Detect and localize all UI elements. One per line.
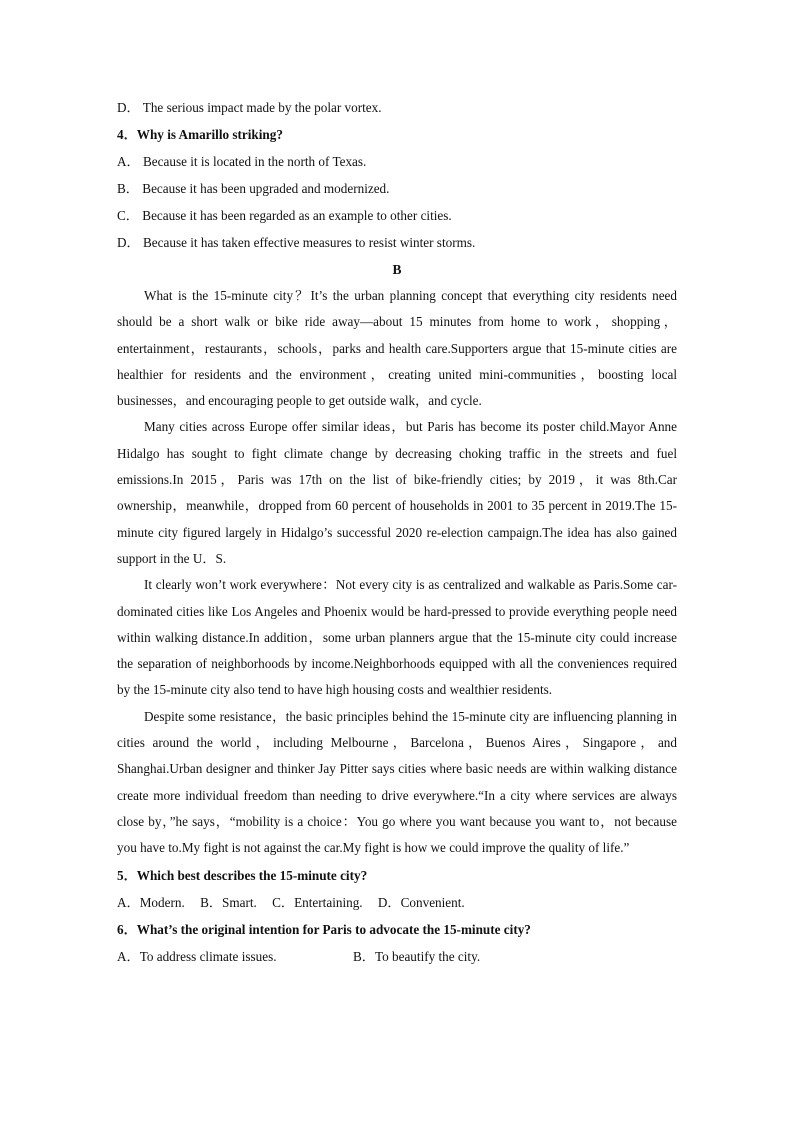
passage-paragraph-2: Many cities across Europe offer similar ideas，but Paris has become its poster child.Mayor Anne Hidalgo has sought to fight climate change by decreasing choking traffic in the streets and fuel emissions.In 2015，Paris was 17th on the list of bike-friendly cities; by 2019，it was 8th.Car ownership，meanwhile，dropped from 60 percent of households in 2001 to 35 percent in 2019.The 15-minute city figured largely in Hidalgo’s successful 2020 re-election campaign.The idea has also gained support in the U．S.: [117, 419, 677, 566]
q4-option-d: D． Because it has taken effective measures to resist winter storms.: [117, 235, 476, 250]
q4-option-c: C． Because it has been regarded as an example to other cities.: [117, 208, 452, 223]
q5-option-c: C．Entertaining.: [272, 894, 363, 910]
q4-option-a: A． Because it is located in the north of Texas.: [117, 154, 367, 169]
q6-question: 6．What’s the original intention for Paris to advocate the 15-minute city?: [117, 921, 531, 937]
q3-option-d: D． The serious impact made by the polar vortex.: [117, 100, 382, 115]
q5-question: 5．Which best describes the 15-minute city?: [117, 867, 368, 883]
section-b-heading: B: [392, 262, 402, 277]
q4-question: 4．Why is Amarillo striking?: [117, 127, 283, 142]
passage-paragraph-4: Despite some resistance，the basic principles behind the 15-minute city are influencing planning in cities around the world，including Melbourne，Barcelona，Buenos Aires，Singapore，and Shanghai.Urban designer and thinker Jay Pitter says cities where basic needs are within walking distance create more individual freedom than needing to drive everywhere.“In a city where services are always close by，”he says，“mobility is a choice：You go where you want because you want to，not because you have to.My fight is not against the car.My fight is how we could improve the quality of life.”: [117, 708, 677, 856]
q5-option-a: A．Modern.: [117, 894, 185, 910]
q5-option-b: B．Smart.: [200, 894, 257, 910]
q4-option-b: B． Because it has been upgraded and modernized.: [117, 181, 390, 196]
q6-option-b: B．To beautify the city.: [353, 948, 481, 964]
passage-paragraph-3: It clearly won’t work everywhere：Not every city is as centralized and walkable as Paris.Some car-dominated cities like Los Angeles and Phoenix would be hard-pressed to provide everything people need within walking distance.In addition，some urban planners argue that the 15-minute city could increase the separation of neighborhoods by income.Neighborhoods equipped with all the conveniences required by the 15-minute city also tend to have high housing costs and wealthier residents.: [117, 577, 677, 698]
passage-paragraph-1: What is the 15-minute city？It’s the urban planning concept that everything city residents need should be a short walk or bike ride away—about 15 minutes from home to work，shopping，entertainment，restaurants，schools，parks and health care.Supporters argue that 15-minute cities are healthier for residents and the environment，creating united mini-communities，boosting local businesses，and encouraging people to get outside walk，and cycle.: [117, 288, 677, 409]
q6-options: [117, 943, 677, 970]
q5-options: [117, 889, 677, 916]
q6-option-a: A．To address climate issues.: [117, 948, 277, 964]
q5-option-d: D．Convenient.: [377, 894, 465, 910]
document-page: [117, 94, 677, 970]
